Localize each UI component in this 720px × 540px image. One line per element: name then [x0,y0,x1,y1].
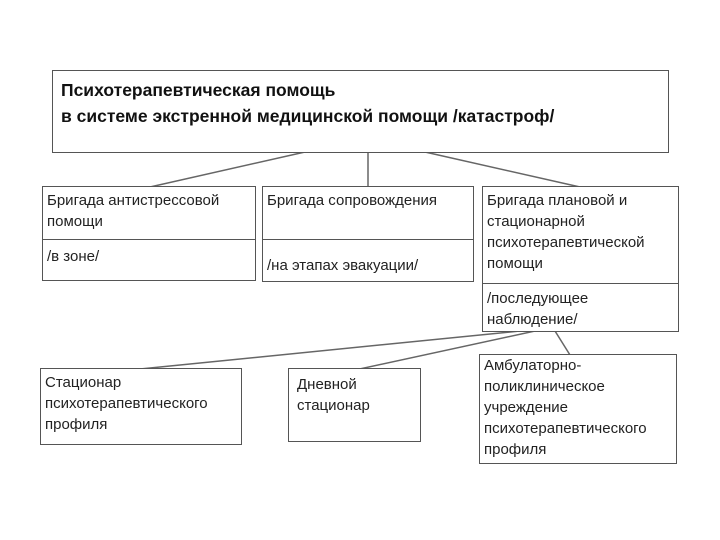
facility-day-hospital-name: Дневной стационар [297,376,370,414]
facility-inpatient-name: Стационар психотерапевтического профиля [45,374,208,433]
brigade-planned-stage-cell [483,285,678,330]
facility-outpatient-cell [480,355,676,460]
facility-inpatient-box [40,368,242,445]
brigade-escort-name: Бригада сопровождения [267,192,438,209]
brigade-antistress-stage-cell [43,243,255,267]
brigade-antistress-name-cell [43,187,255,240]
brigade-escort-box [262,186,474,282]
title-box [52,70,669,153]
brigade-escort-stage: /на этапах эвакуации/ [267,257,419,274]
facility-day-hospital-cell [289,369,420,416]
connector-brigade-3-to-facility-3 [555,331,570,355]
facility-day-hospital-box [288,368,421,442]
title-text [53,71,668,129]
connector-title-to-brigade-3 [425,152,580,187]
facility-inpatient-cell [41,369,241,435]
brigade-escort-name-cell [263,187,473,240]
brigade-planned-name-cell [483,187,678,284]
title-line-1: Психотерапевтическая помощь [61,80,336,100]
brigade-antistress-box [42,186,256,281]
connector-title-to-brigade-1 [150,152,305,187]
brigade-planned-stage: /последующее наблюдение/ [487,290,589,328]
brigade-planned-name: Бригада плановой и стационарной психотерапевтической помощи [487,192,645,272]
brigade-planned-box [482,186,679,332]
facility-outpatient-box [479,354,677,464]
brigade-escort-stage-cell [263,243,473,276]
brigade-antistress-stage: /в зоне/ [47,248,100,265]
connector-brigade-3-to-facility-1 [140,331,520,369]
facility-outpatient-name: Амбулаторно- поликлиническое учреждение психотерапевтического профиля [484,357,647,458]
brigade-antistress-name: Бригада антистрессовой помощи [47,192,220,230]
title-line-2: в системе экстренной медицинской помощи /катастроф/ [61,106,555,126]
